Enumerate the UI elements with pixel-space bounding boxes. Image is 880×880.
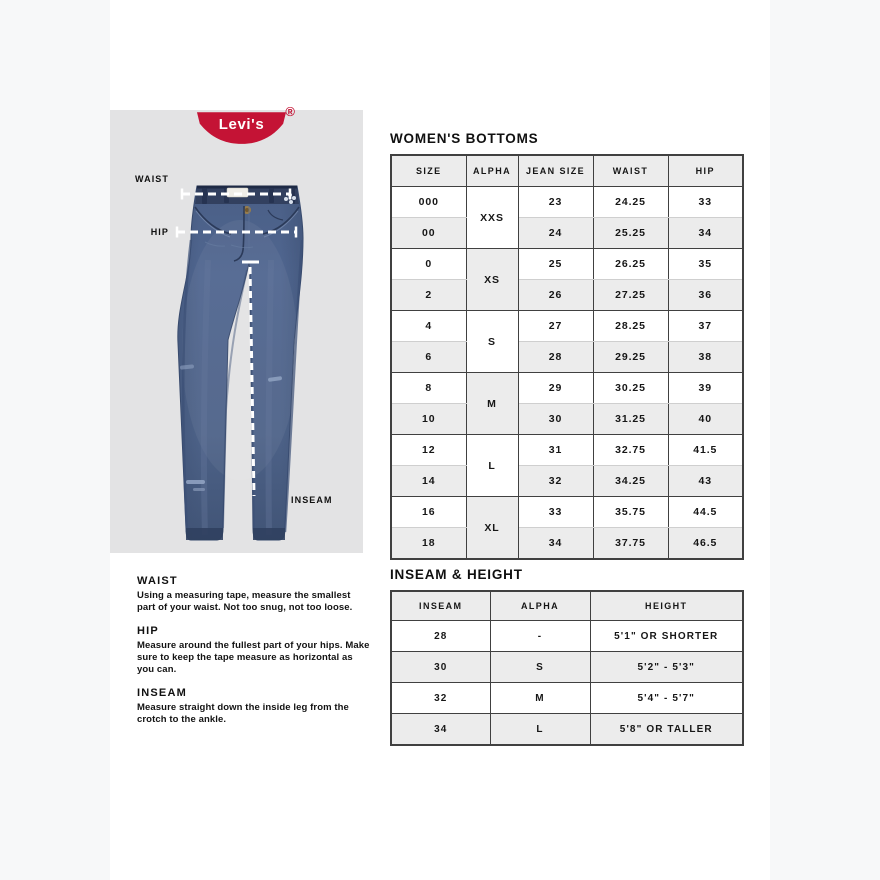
height-cell: 5'4" - 5'7"	[590, 683, 743, 714]
col-header-waist: WAIST	[593, 155, 668, 187]
womens-bottoms-title: WOMEN'S BOTTOMS	[390, 131, 539, 146]
height-cell: 5'1" OR SHORTER	[590, 621, 743, 652]
alpha-cell: XXS	[466, 187, 518, 249]
guide-hip-text: Measure around the fullest part of your hips. Make sure to keep the tape measure as horizontal as you can.	[137, 640, 370, 675]
waist-cell: 34.25	[593, 466, 668, 497]
col-header-hip: HIP	[668, 155, 743, 187]
jeans-measurement-diagram	[110, 104, 363, 553]
height-cell: 5'2" - 5'3"	[590, 652, 743, 683]
hip-cell: 40	[668, 404, 743, 435]
alpha-cell: M	[490, 683, 590, 714]
measurement-guide	[137, 575, 370, 737]
waist-cell: 25.25	[593, 218, 668, 249]
hip-cell: 38	[668, 342, 743, 373]
inseam-height-title: INSEAM & HEIGHT	[390, 567, 523, 582]
hip-cell: 37	[668, 311, 743, 342]
jean-size-cell: 27	[518, 311, 593, 342]
guide-waist-title: WAIST	[137, 575, 178, 587]
size-cell: 10	[391, 404, 466, 435]
registered-trademark-icon: ®	[285, 104, 295, 119]
guide-waist-text: Using a measuring tape, measure the smallest part of your waist. Not too snug, not too loose.	[137, 590, 353, 613]
waist-label: WAIST	[135, 174, 169, 184]
col-header-inseam: INSEAM	[391, 591, 490, 621]
table-row	[391, 280, 743, 311]
col-header-height: HEIGHT	[590, 591, 743, 621]
alpha-cell: L	[466, 435, 518, 497]
alpha-cell: S	[490, 652, 590, 683]
waist-cell: 37.75	[593, 528, 668, 560]
alpha-cell: -	[490, 621, 590, 652]
hip-cell: 41.5	[668, 435, 743, 466]
table-row	[391, 249, 743, 280]
table-row	[391, 466, 743, 497]
inseam-cell: 30	[391, 652, 490, 683]
jean-size-cell: 33	[518, 497, 593, 528]
waist-cell: 30.25	[593, 373, 668, 404]
col-header-alpha: ALPHA	[466, 155, 518, 187]
size-cell: 8	[391, 373, 466, 404]
waist-cell: 31.25	[593, 404, 668, 435]
alpha-cell: XL	[466, 497, 518, 560]
hip-cell: 35	[668, 249, 743, 280]
waist-cell: 24.25	[593, 187, 668, 218]
col-header-alpha: ALPHA	[490, 591, 590, 621]
guide-hip-title: HIP	[137, 625, 159, 637]
hip-cell: 46.5	[668, 528, 743, 560]
table-row	[391, 683, 743, 714]
waist-cell: 29.25	[593, 342, 668, 373]
alpha-cell: M	[466, 373, 518, 435]
jean-size-cell: 23	[518, 187, 593, 218]
size-cell: 000	[391, 187, 466, 218]
jean-size-cell: 31	[518, 435, 593, 466]
table-row	[391, 218, 743, 249]
jean-size-cell: 29	[518, 373, 593, 404]
hip-cell: 33	[668, 187, 743, 218]
guide-inseam-text: Measure straight down the inside leg from the crotch to the ankle.	[137, 702, 349, 725]
size-cell: 18	[391, 528, 466, 560]
table-row	[391, 311, 743, 342]
jean-size-cell: 26	[518, 280, 593, 311]
size-cell: 14	[391, 466, 466, 497]
alpha-cell: L	[490, 714, 590, 746]
table-row	[391, 621, 743, 652]
size-cell: 16	[391, 497, 466, 528]
jean-size-cell: 34	[518, 528, 593, 560]
table-row	[391, 373, 743, 404]
size-cell: 2	[391, 280, 466, 311]
height-cell: 5'8" OR TALLER	[590, 714, 743, 746]
levis-logo	[196, 104, 295, 148]
jean-size-cell: 32	[518, 466, 593, 497]
inseam-cell: 32	[391, 683, 490, 714]
womens-bottoms-table	[390, 154, 744, 560]
header-row	[391, 591, 743, 621]
hip-cell: 44.5	[668, 497, 743, 528]
jean-size-cell: 30	[518, 404, 593, 435]
inseam-label: INSEAM	[291, 495, 333, 505]
hip-cell: 36	[668, 280, 743, 311]
inseam-cell: 28	[391, 621, 490, 652]
table-row	[391, 528, 743, 560]
waist-cell: 35.75	[593, 497, 668, 528]
table-row	[391, 187, 743, 218]
header-row	[391, 155, 743, 187]
jean-size-cell: 25	[518, 249, 593, 280]
jean-size-cell: 24	[518, 218, 593, 249]
alpha-cell: S	[466, 311, 518, 373]
right-margin-band	[770, 0, 880, 880]
hip-cell: 34	[668, 218, 743, 249]
table-row	[391, 652, 743, 683]
guide-inseam-title: INSEAM	[137, 687, 187, 699]
left-margin-band	[0, 0, 110, 880]
jean-size-cell: 28	[518, 342, 593, 373]
waist-cell: 26.25	[593, 249, 668, 280]
waist-cell: 28.25	[593, 311, 668, 342]
hip-cell: 39	[668, 373, 743, 404]
size-cell: 6	[391, 342, 466, 373]
hip-cell: 43	[668, 466, 743, 497]
size-cell: 0	[391, 249, 466, 280]
size-cell: 00	[391, 218, 466, 249]
size-cell: 12	[391, 435, 466, 466]
size-cell: 4	[391, 311, 466, 342]
waist-cell: 27.25	[593, 280, 668, 311]
col-header-size: SIZE	[391, 155, 466, 187]
inseam-cell: 34	[391, 714, 490, 746]
table-row	[391, 404, 743, 435]
col-header-jean-size: JEAN SIZE	[518, 155, 593, 187]
waist-cell: 32.75	[593, 435, 668, 466]
inseam-height-table	[390, 590, 744, 746]
hip-label: HIP	[150, 227, 169, 237]
levis-logo-text: Levi's	[218, 116, 265, 133]
table-row	[391, 497, 743, 528]
table-row	[391, 435, 743, 466]
table-row	[391, 342, 743, 373]
alpha-cell: XS	[466, 249, 518, 311]
table-row	[391, 714, 743, 746]
